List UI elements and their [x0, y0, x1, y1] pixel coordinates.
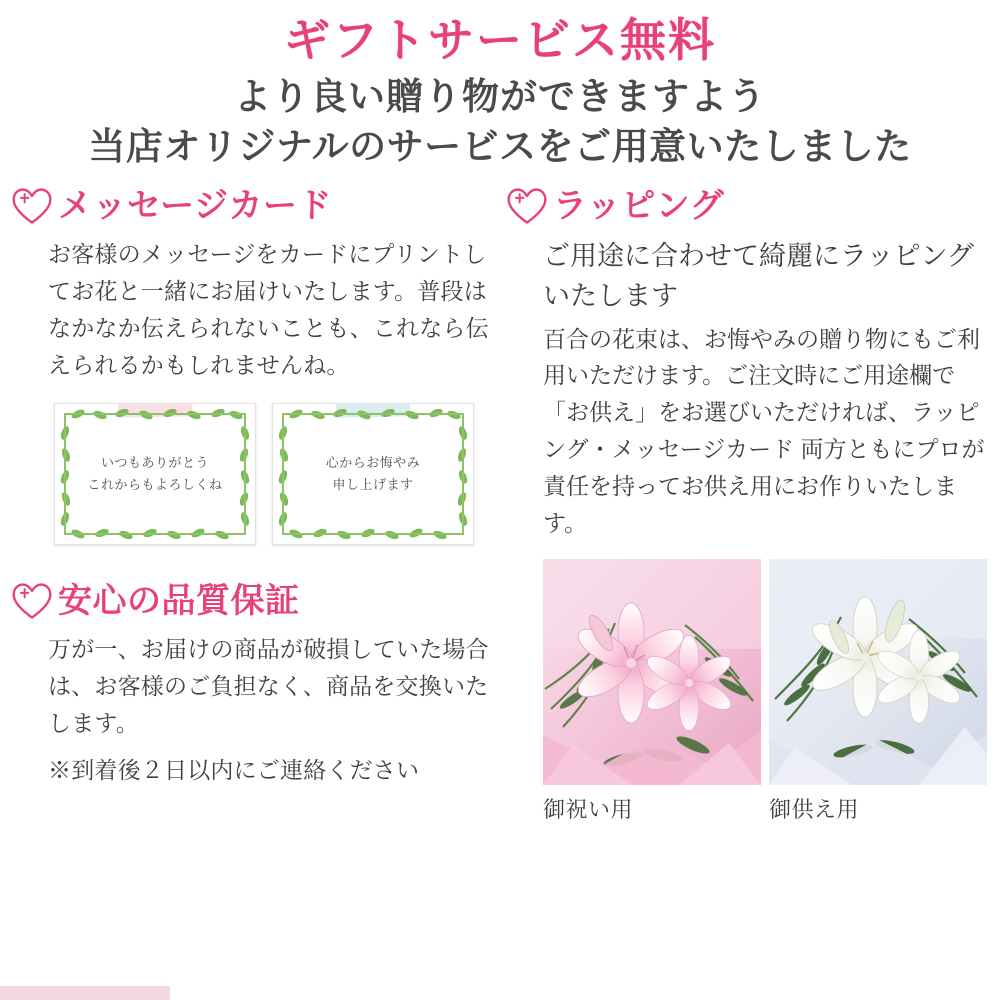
card-line-2: これからもよろしくね — [87, 476, 223, 492]
heart-icon — [10, 185, 54, 229]
section-message-card — [10, 184, 499, 545]
message-card-sample-1 — [54, 403, 256, 545]
page-subtitle-2: 当店オリジナルのサービスをご用意いたしました — [88, 126, 912, 168]
photo-item-celebration — [543, 559, 761, 824]
quality-body: 万が一、お届けの商品が破損していた場合は、お客様のご負担なく、商品を交換いたします。 — [48, 635, 489, 737]
card-line-1: いつもありがとう — [100, 455, 209, 471]
wrapping-title: ラッピング — [552, 186, 725, 225]
strip-segment-pink — [0, 986, 170, 1000]
wrapping-heading — [505, 184, 990, 228]
page-title: ギフトサービス無料 — [284, 14, 716, 66]
wrapping-body: 百合の花束は、お悔やみの贈り物にもご利用いただけます。ご注文時にご用途欄で「お供え」をお選びいただければ、ラッピング・メッセージカード 両方ともにプロが責任を持ってお供え用にお作りいたします。 — [542, 325, 985, 536]
section-quality-guarantee — [10, 579, 499, 786]
card-line-1: 心からお悔やみ — [325, 455, 421, 471]
message-card-title: メッセージカード — [58, 186, 332, 225]
message-card-body: お客様のメッセージをカードにプリントしてお花と一緒にお届けいたします。普段はなかなか伝えられないことも、これなら伝えられるかもしれませんね。 — [48, 240, 489, 379]
quality-note: ※到着後２日以内にご連絡ください — [48, 757, 420, 784]
heart-icon — [10, 580, 54, 624]
bottom-strip — [0, 986, 1000, 1000]
right-column — [505, 184, 990, 825]
bouquet-white-photo — [769, 559, 987, 785]
card-line-2: 申し上げます — [332, 476, 414, 492]
quality-title: 安心の品質保証 — [58, 581, 300, 620]
card-text-1 — [87, 452, 222, 495]
wrapping-lead: ご用途に合わせて綺麗にラッピングいたします — [542, 240, 974, 312]
strip-segment-white-1 — [170, 986, 550, 1000]
page-header — [0, 0, 1000, 170]
wrapping-photos — [505, 559, 990, 824]
card-text-2 — [326, 452, 421, 495]
message-card-sample-2 — [272, 403, 474, 545]
message-card-samples — [10, 403, 499, 545]
card-inner-2 — [282, 413, 464, 535]
content-columns — [0, 170, 1000, 825]
strip-segment-white-2 — [550, 986, 1000, 1000]
bouquet-pink-photo — [543, 559, 761, 785]
left-column — [10, 184, 505, 825]
photo-caption-celebration: 御祝い用 — [542, 797, 633, 823]
quality-heading — [10, 579, 499, 623]
message-card-heading — [10, 184, 499, 228]
page-subtitle-1: より良い贈り物ができますよう — [234, 75, 766, 117]
section-wrapping — [505, 184, 990, 825]
photo-item-memorial — [769, 559, 987, 824]
card-inner-1 — [64, 413, 246, 535]
heart-icon — [505, 185, 549, 229]
photo-caption-memorial: 御供え用 — [768, 797, 859, 823]
